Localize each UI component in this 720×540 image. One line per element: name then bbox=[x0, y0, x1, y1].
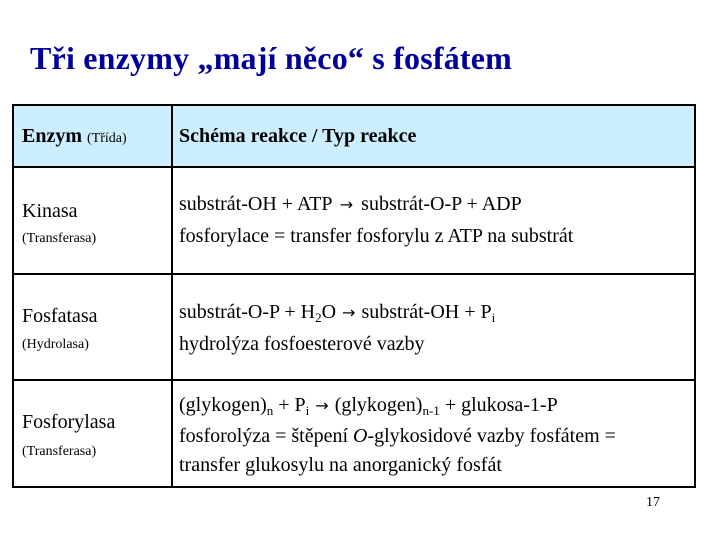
subscript: n bbox=[266, 403, 274, 418]
enzyme-name: Fosforylasa bbox=[22, 411, 116, 433]
header-enzyme bbox=[22, 122, 127, 153]
enzyme-class: (Transferasa) bbox=[22, 231, 97, 246]
reaction-type-continued: transfer glukosylu na anorganický fosfát bbox=[179, 454, 502, 476]
reaction-part: substrát-OH + P bbox=[361, 301, 492, 323]
reaction-scheme bbox=[179, 190, 522, 219]
page-number: 17 bbox=[646, 495, 660, 510]
reaction-type bbox=[179, 422, 616, 451]
subscript: i bbox=[491, 310, 496, 325]
reaction-part: substrát-O-P + H bbox=[179, 301, 316, 323]
reaction-right: substrát-O-P + ADP bbox=[361, 193, 522, 215]
header-enzyme-class: (Třída) bbox=[87, 131, 127, 146]
subscript: 2 bbox=[315, 310, 322, 325]
reaction-type: hydrolýza fosfoesterové vazby bbox=[179, 333, 425, 355]
reaction-type-part: fosforolýza = štěpení bbox=[179, 425, 354, 447]
enzyme-class: (Transferasa) bbox=[22, 444, 97, 459]
reaction-type-part: -glykosidové vazby fosfátem = bbox=[367, 425, 616, 447]
enzyme-name: Kinasa bbox=[22, 200, 78, 222]
subscript: i bbox=[305, 403, 310, 418]
reaction-part: + P bbox=[273, 394, 306, 416]
reaction-type: fosforylace = transfer fosforylu z ATP na substrát bbox=[179, 225, 574, 247]
reaction-part: O bbox=[321, 301, 337, 323]
subscript: n-1 bbox=[422, 403, 440, 418]
reaction-left: substrát-OH + ATP bbox=[179, 193, 332, 215]
header-enzyme-label: Enzym bbox=[22, 125, 82, 147]
row-divider bbox=[14, 166, 694, 168]
reaction-part: (glykogen) bbox=[334, 394, 423, 416]
reaction-scheme bbox=[179, 391, 558, 420]
slide-title: Tři enzymy „mají něco“ s fosfátem bbox=[30, 40, 513, 76]
arrow-right-icon: → bbox=[339, 195, 354, 214]
arrow-right-icon: → bbox=[342, 303, 356, 322]
reaction-part: + glukosa-1-P bbox=[439, 394, 558, 416]
reaction-scheme bbox=[179, 298, 495, 327]
column-divider bbox=[171, 106, 173, 486]
reaction-type-italic: O bbox=[353, 425, 368, 447]
reaction-part: (glykogen) bbox=[179, 394, 267, 416]
header-scheme: Schéma reakce / Typ reakce bbox=[179, 125, 417, 147]
row-divider bbox=[14, 273, 694, 275]
row-divider bbox=[14, 379, 694, 381]
enzyme-table bbox=[12, 104, 696, 488]
arrow-right-icon: → bbox=[315, 396, 329, 415]
enzyme-name: Fosfatasa bbox=[22, 305, 98, 327]
enzyme-class: (Hydrolasa) bbox=[22, 337, 89, 352]
